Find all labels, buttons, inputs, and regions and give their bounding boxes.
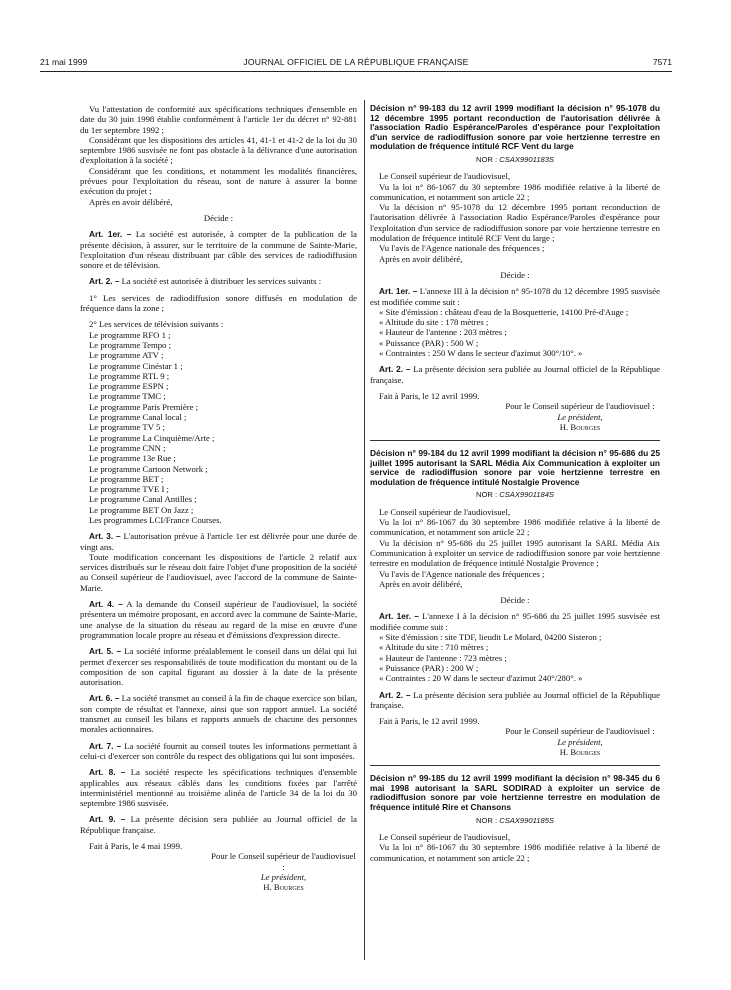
body-paragraph: Le programme BET ; [89, 473, 164, 484]
body-paragraph: Fait à Paris, le 12 avril 1999. [379, 716, 480, 727]
body-paragraph: Considérant que les dispositions des articles 41, 41-1 et 41-2 de la loi du 30 septembre 1986 susvisée ne font pas obstacle à la délivrance d'une autorisation d'exploitation à la société ; [80, 134, 357, 166]
body-paragraph: Vu l'avis de l'Agence nationale des fréquences ; [379, 568, 545, 579]
article-label: Art. 4. – [89, 599, 123, 610]
article-label: Art. 6. – [89, 693, 120, 704]
body-paragraph: « Hauteur de l'antenne : 723 mètres ; [379, 652, 507, 663]
article-label: Art. 2. – [89, 276, 120, 287]
body-paragraph: Le programme TV 5 ; [89, 422, 165, 433]
body-paragraph: Le Conseil supérieur de l'audiovisuel, [379, 171, 511, 182]
signature-line: Pour le Conseil supérieur de l'audiovisuel : [211, 851, 356, 872]
body-paragraph: « Hauteur de l'antenne : 203 mètres ; [379, 327, 507, 338]
signature-line: Le président, [260, 871, 307, 882]
nor-reference [370, 816, 660, 826]
body-paragraph: Vu l'avis de l'Agence nationale des fréquences ; [379, 243, 545, 254]
body-paragraph: Fait à Paris, le 4 mai 1999. [89, 841, 183, 851]
signature-line: Le président, [557, 411, 603, 422]
article-paragraph [80, 276, 357, 286]
article-label: Art. 1er. – [89, 229, 132, 240]
body-paragraph: Le programme Paris Première ; [89, 401, 199, 412]
body-paragraph: « Contraintes : 20 W dans le secteur d'azimut 240°/280°. » [379, 673, 583, 684]
article-paragraph [80, 599, 357, 640]
body-paragraph: Le programme BET On Jazz ; [89, 504, 194, 515]
body-paragraph: Vu la loi n° 86-1067 du 30 septembre 1986 modifiée relative à la liberté de communication, et notamment son article 22 ; [370, 842, 660, 863]
body-paragraph: Le programme TVE I ; [89, 484, 169, 495]
article-text: La société informe préalablement le conseil dans un délai qui lui permet d'exercer ses responsabilités de toute modification du montant ou de la composition de son capital figurant au dossier à la date de la présente autorisation. [80, 646, 358, 688]
signature-line: H. Bourges [263, 882, 304, 893]
article-text: La présente décision sera publiée au Journal officiel de la République française. [80, 814, 358, 835]
body-paragraph: Le programme TMC ; [89, 391, 166, 402]
article-text: La société transmet au conseil à la fin de chaque exercice son bilan, son compte de résultat et l'annexe, ainsi que son rapport annuel. La société transmet au conseil les bilans et rapports annuels de chacune des personnes morales actionnaires. [80, 693, 358, 735]
nor-value: CSAX9901184S [499, 490, 554, 500]
decide-heading: Décide : [203, 212, 234, 223]
body-paragraph: Vu la loi n° 86-1067 du 30 septembre 1986 modifiée relative à la liberté de communication, et notamment son article 22 ; [370, 517, 660, 538]
nor-value: CSAX9901183S [499, 154, 554, 164]
decide-heading: Décide : [500, 595, 530, 606]
body-paragraph: Le Conseil supérieur de l'audiovisuel, [379, 506, 511, 517]
body-paragraph: « Contraintes : 250 W dans le secteur d'azimut 300°/10°. » [379, 348, 583, 359]
header-title: JOURNAL OFFICIEL DE LA RÉPUBLIQUE FRANÇAISE [243, 57, 469, 67]
article-paragraph [80, 741, 357, 762]
header-date: 21 mai 1999 [40, 57, 88, 67]
article-text: La société fournit au conseil toutes les informations permettant à celui-ci d'exercer son contrôle du respect des obligations qui lui sont imposées. [80, 740, 357, 761]
body-paragraph: Vu la décision n° 95-1078 du 12 décembre 1995 portant reconduction de l'autorisation délivrée à l'association Radio Espérance/Paroles d'espérance pour l'exploitation d'un service de radiodiffusion sonore par voie hertzienne terrestre en modulation de fréquence intitulé RCF Vent du large ; [370, 202, 660, 244]
body-paragraph: « Altitude du site : 178 mètres ; [379, 317, 489, 328]
body-paragraph: Considérant que les conditions, et notamment les modalités financières, prévues pour l'exploitation du réseau, sont de nature à assurer la bonne exécution du projet ; [80, 165, 357, 197]
article-text: L'annexe I à la décision n° 95-686 du 25 juillet 1995 susvisée est modifiée comme suit : [370, 611, 661, 632]
body-paragraph: Toute modification concernant les dispositions de l'article 2 relatif aux services distribués sur le réseau doit faire l'objet d'une proposition de la société au Conseil supérieur de l'audiovisuel, avec l'accord de la commune de Sainte-Marie. [80, 551, 357, 593]
article-paragraph [80, 814, 357, 835]
article-label: Art. 1er. – [379, 286, 418, 297]
body-paragraph: « Site d'émission : château d'eau de la Bosquetterie, 14100 Pré-d'Auge ; [379, 306, 629, 317]
nor-label: NOR : [476, 815, 498, 825]
body-paragraph: « Puissance (PAR) : 500 W ; [379, 337, 479, 348]
article-label: Art. 3. – [89, 531, 121, 542]
column-divider [364, 100, 365, 960]
body-paragraph: Le programme CNN ; [89, 442, 166, 453]
body-paragraph: Le programme Cinéstar 1 ; [89, 360, 183, 371]
body-paragraph: Après en avoir délibéré, [379, 253, 463, 264]
article-paragraph [80, 646, 357, 687]
article-paragraph [370, 286, 660, 307]
body-paragraph: Le programme La Cinquième/Arte ; [89, 432, 215, 443]
signature-line: Pour le Conseil supérieur de l'audiovisuel : [505, 401, 655, 412]
article-label: Art. 7. – [89, 740, 122, 751]
article-label: Art. 5. – [89, 646, 122, 657]
body-paragraph: Les programmes LCI/France Courses. [89, 514, 222, 525]
nor-label: NOR : [476, 490, 498, 500]
body-paragraph: Le programme ATV ; [89, 350, 164, 361]
nor-reference [370, 155, 660, 165]
nor-value: CSAX9901185S [499, 815, 554, 825]
right-column [370, 104, 660, 863]
article-text: La société est autorisée, à compter de la publication de la présente décision, à assurer, sur le territoire de la commune de Sainte-Marie, l'exploitation d'un réseau distribuant par câble des services de radiodiffusion sonore et de télévision. [80, 229, 358, 271]
body-paragraph: Le programme RTL 9 ; [89, 370, 170, 381]
page-number: 7571 [652, 57, 672, 67]
body-paragraph: Le programme Canal Antilles ; [89, 494, 197, 505]
left-column [80, 104, 357, 892]
body-paragraph: Le Conseil supérieur de l'audiovisuel, [379, 831, 511, 842]
decision-separator [370, 765, 660, 766]
body-paragraph: Le programme Cartoon Network ; [89, 463, 208, 474]
article-text: La société respecte les spécifications techniques d'ensemble applicables aux réseaux câblés dans les conditions fixées par l'arrêté interministériel mentionné au troisième alinéa de l'article 34 de la loi du 30 septembre 1986 susvisée. [80, 767, 358, 809]
article-text: La société est autorisée à distribuer les services suivants : [121, 276, 322, 287]
article-paragraph [370, 690, 660, 711]
body-paragraph: Vu la loi n° 86-1067 du 30 septembre 1986 modifiée relative à la liberté de communication, et notamment son article 22 ; [370, 181, 660, 202]
body-paragraph: « Site d'émission : site TDF, lieudit Le Molard, 04200 Sisteron ; [379, 632, 602, 643]
decision-heading: Décision n° 99-183 du 12 avril 1999 modifiant la décision n° 95-1078 du 12 décembre 1995 portant reconduction de l'autorisation délivrée à l'association Radio Espérance/Paroles d'espérance pour l'exploitation d'un service de radiodiffusion sonore par voie hertzienne terrestre en modulation de fréquence intitulé RCF Vent du large [370, 103, 660, 152]
article-paragraph [80, 229, 357, 270]
article-label: Art. 1er. – [379, 611, 419, 622]
article-text: L'annexe III à la décision n° 95-1078 du 12 décembre 1995 susvisée est modifiée comme suit : [370, 286, 660, 307]
signature-line: Pour le Conseil supérieur de l'audiovisuel : [505, 726, 655, 737]
signature-line: Le président, [557, 736, 603, 747]
decision-separator [370, 440, 660, 441]
body-paragraph: Le programme RFO 1 ; [89, 329, 171, 340]
article-label: Art. 8. – [89, 767, 126, 778]
article-paragraph [370, 364, 660, 385]
nor-reference [370, 490, 660, 500]
article-text: La présente décision sera publiée au Journal officiel de la République française. [370, 689, 660, 710]
article-label: Art. 2. – [379, 689, 411, 700]
article-text: La présente décision sera publiée au Journal officiel de la République française. [370, 364, 660, 385]
article-text: A la demande du Conseil supérieur de l'audiovisuel, la société présentera un mémoire proposant, en accord avec la commune de Sainte-Marie, une analyse de la situation du réseau au regard de la mise en œuvre d'une programmation locale propre au réseau et d'émissions d'expression directe. [80, 599, 357, 640]
signature-line: H. Bourges [559, 747, 601, 757]
article-paragraph [80, 531, 357, 552]
body-paragraph: Le programme Tempo ; [89, 339, 171, 350]
article-label: Art. 9. – [89, 814, 126, 825]
nor-label: NOR : [476, 154, 498, 164]
body-paragraph: 2° Les services de télévision suivants : [89, 319, 224, 330]
body-paragraph: Vu la décision n° 95-686 du 25 juillet 1995 autorisant la SARL Média Aix Communication à exploiter un service de radiodiffusion sonore par voie hertzienne terrestre en modulation de fréquence intitulé Nostalgie Provence ; [370, 537, 660, 569]
decision-heading: Décision n° 99-185 du 12 avril 1999 modifiant la décision n° 98-345 du 6 mai 1998 autorisant la SARL SODIRAD à exploiter un service de radiodiffusion sonore par voie hertzienne terrestre en modulation de fréquence intitulé Rire et Chansons [370, 773, 660, 813]
article-text: L'autorisation prévue à l'article 1er est délivrée pour une durée de vingt ans. [80, 531, 357, 552]
body-paragraph: Le programme ESPN ; [89, 381, 169, 392]
decision-heading: Décision n° 99-184 du 12 avril 1999 modifiant la décision n° 95-686 du 25 juillet 1995 autorisant la SARL Média Aix Communication à exploiter un service de radiodiffusion sonore par voie hertzienne terrestre en modulation de fréquence intitulé Nostalgie Provence [370, 448, 660, 487]
body-paragraph: « Altitude du site : 710 mètres ; [379, 642, 489, 653]
body-paragraph: Après en avoir délibéré, [379, 578, 463, 589]
body-paragraph: 1° Les services de radiodiffusion sonore diffusés en modulation de fréquence dans la zone ; [80, 292, 357, 314]
article-paragraph [80, 693, 357, 734]
body-paragraph: Le programme Canal local ; [89, 412, 187, 423]
body-paragraph: Le programme 13e Rue ; [89, 453, 176, 464]
body-paragraph: Fait à Paris, le 12 avril 1999. [379, 390, 480, 401]
page-header [40, 57, 672, 69]
body-paragraph: « Puissance (PAR) : 200 W ; [379, 662, 479, 673]
article-paragraph [80, 767, 357, 808]
header-rule [40, 71, 672, 72]
signature-line: H. Bourges [559, 421, 601, 432]
body-paragraph: Vu l'attestation de conformité aux spécifications techniques d'ensemble en date du 30 juin 1998 établie conformément à l'article 1er du décret n° 92-881 du 1er septembre 1992 ; [80, 104, 357, 135]
decide-heading: Décide : [500, 269, 530, 280]
body-paragraph: Après en avoir délibéré, [89, 196, 173, 207]
article-paragraph [370, 611, 660, 632]
article-label: Art. 2. – [379, 364, 411, 375]
